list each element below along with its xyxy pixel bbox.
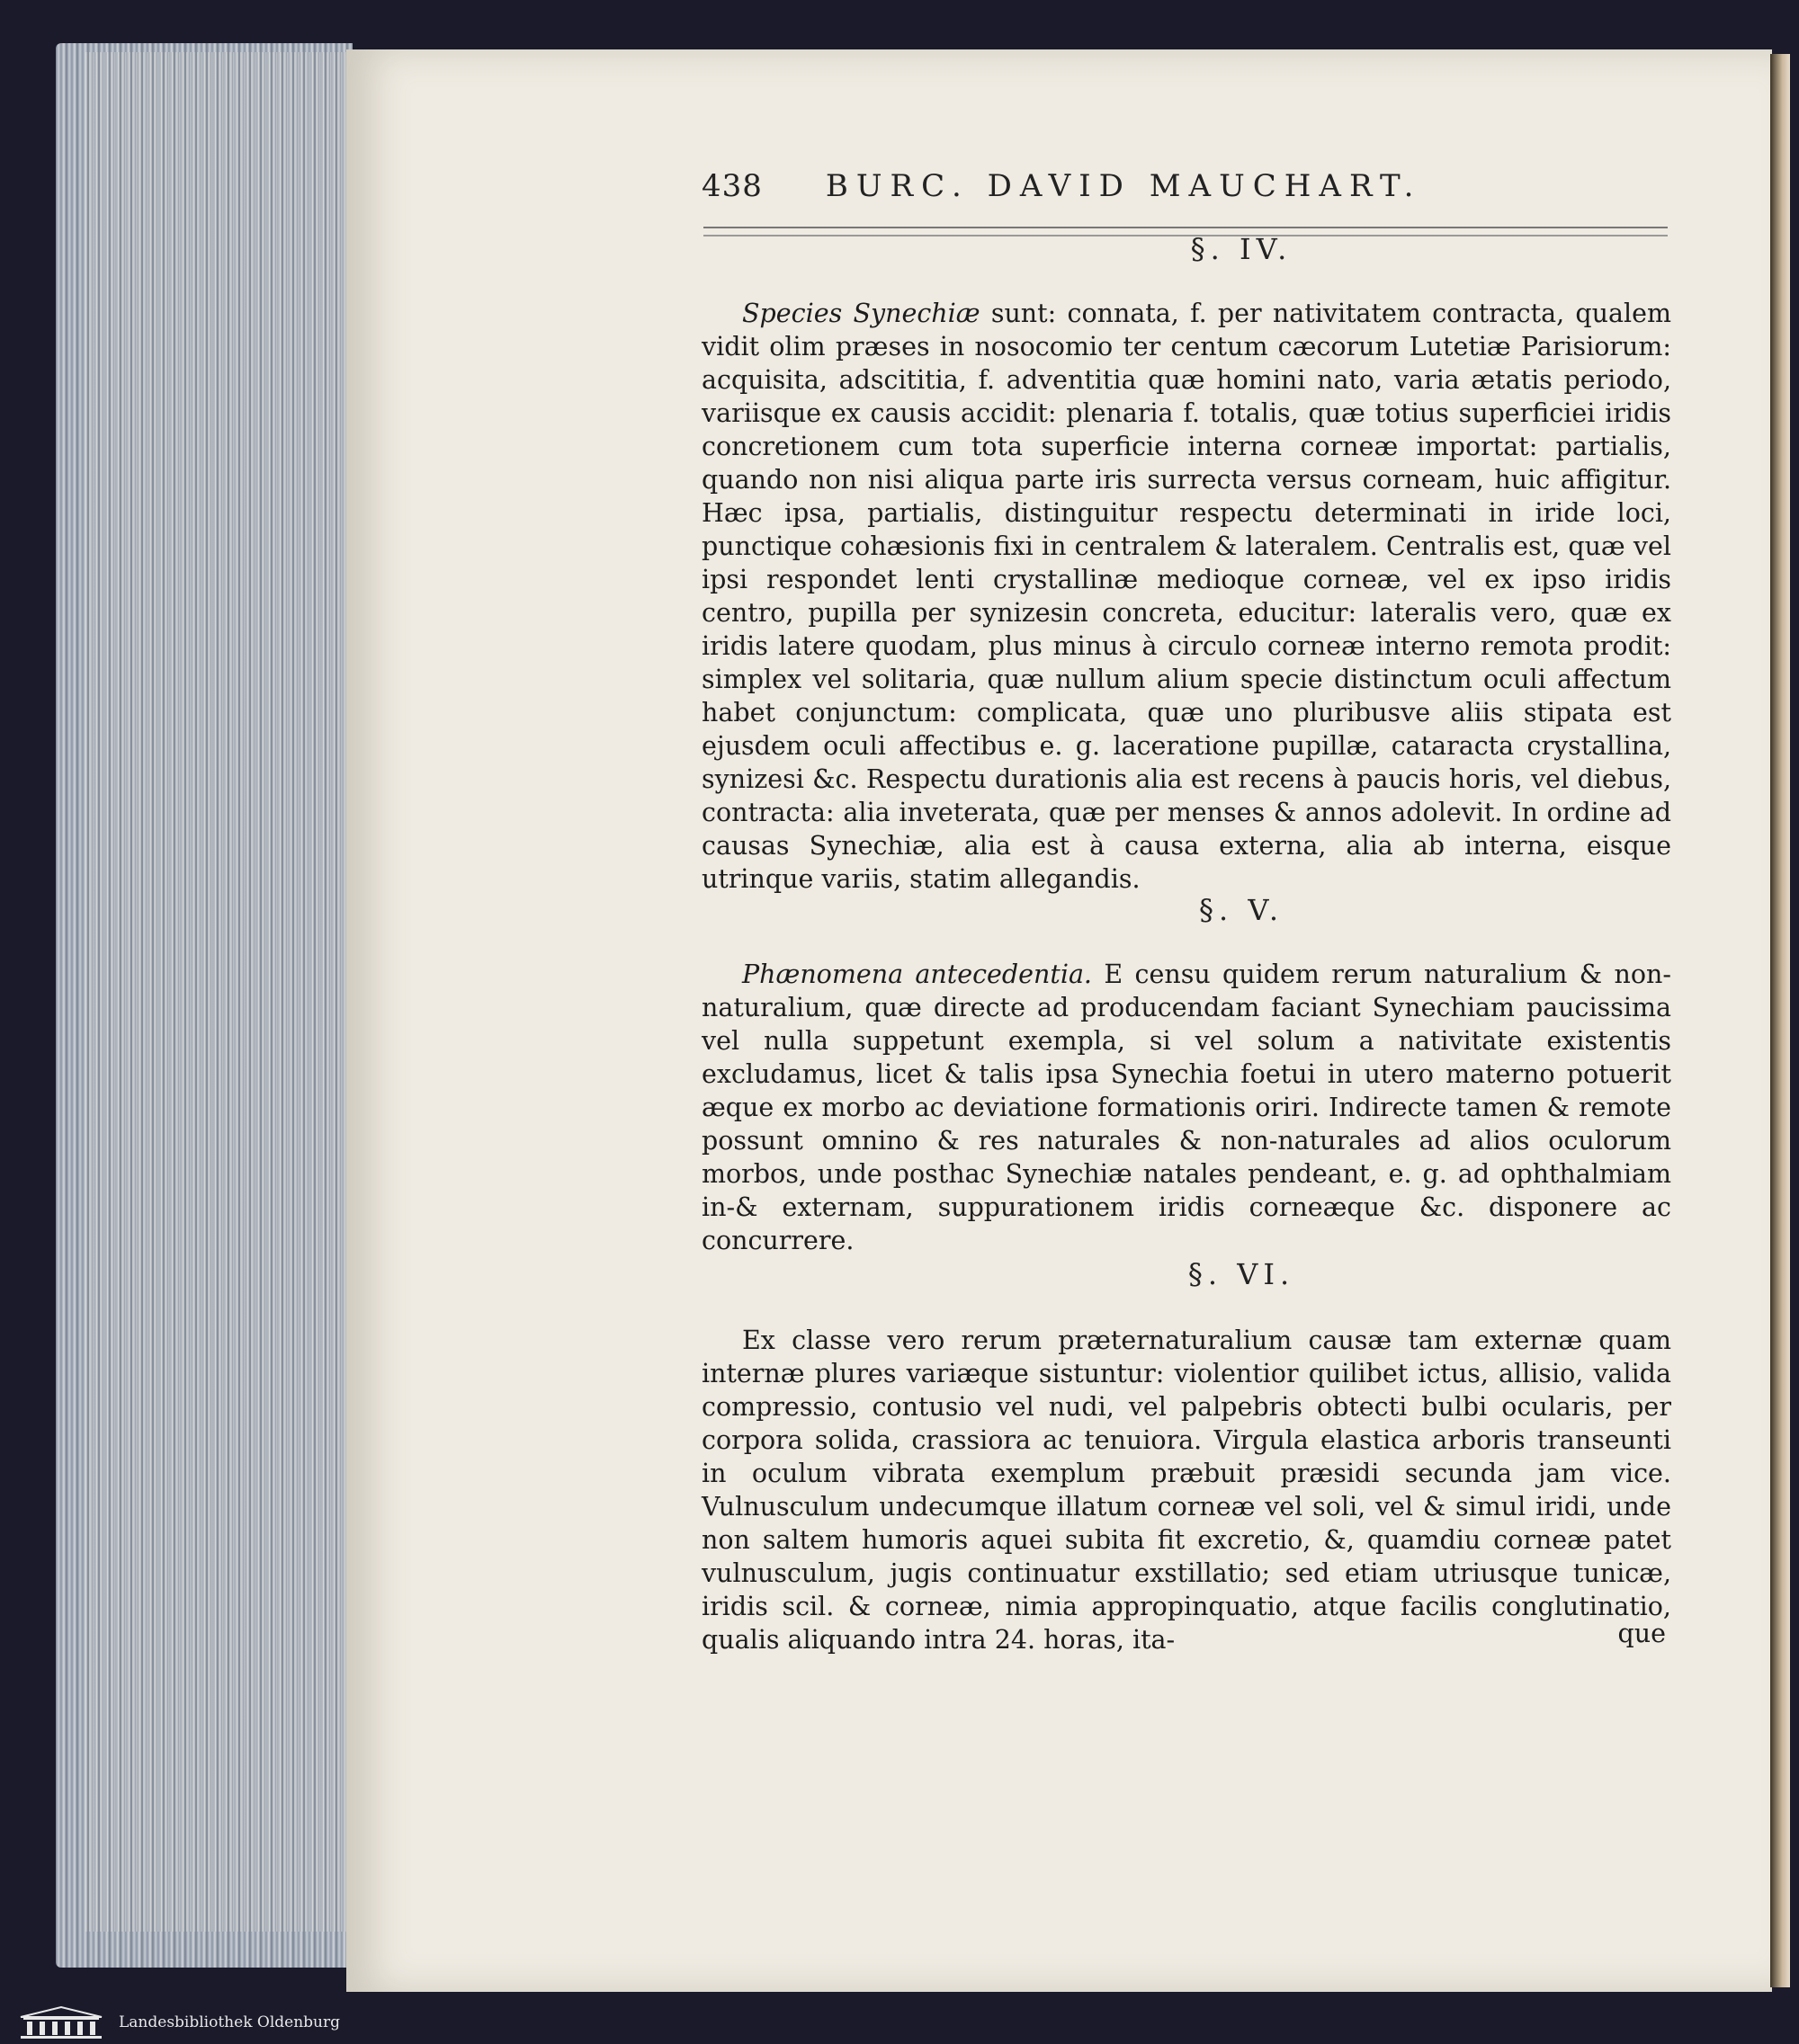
section-v-lead: Phænomena antecedentia. xyxy=(742,960,1092,989)
page-edge-highlight xyxy=(85,52,346,1932)
section-title-vi: §. VI. xyxy=(1187,1257,1295,1291)
section-vi-text: Ex classe vero rerum præternaturalium causæ tam externæ quam internæ plures variæque sistuntur: violentior quilibet ictus, allisio, valida compressio, contusio vel nudi, vel palpebris obtecti bulbi ocularis, per corpora solida, crassiora ac tenuiora. Virgula elastica arboris transeunti in oculum vibrata exemplum præbuit præsidi secunda jam vice. Vulnusculum undecumque illatum corneæ vel soli, vel & simul iridi, unde non saltem humoris aquei subita fit excretio, &, quamdiu corneæ patet vulnusculum, jugis continuatur exstillatio; sed etiam utriusque tunicæ, iridis scil. & corneæ, nimia appropinquatio, atque facilis conglutinatio, qualis aliquando intra 24. horas, ita- xyxy=(702,1325,1671,1655)
catchword: que xyxy=(1617,1619,1666,1648)
page-number: 438 xyxy=(702,168,763,204)
section-title-iv: §. IV. xyxy=(1190,232,1293,266)
section-iv-lead: Species Synechiæ xyxy=(742,299,980,328)
facing-page-edge xyxy=(1770,54,1790,1987)
running-header xyxy=(702,168,1520,204)
running-title: BURC. DAVID MAUCHART. xyxy=(825,168,1422,204)
section-v-paragraph xyxy=(702,958,1671,1257)
library-building-icon xyxy=(16,2004,106,2040)
footer-bar xyxy=(0,2001,1799,2044)
section-iv-text: sunt: connata, f. per nativitatem contracta, qualem vidit olim præses in nosocomio ter centum cæcorum Lutetiæ Parisiorum: acquisita, adscititia, f. adventitia quæ homini nato, varia ætatis periodo, variisque ex causis accidit: plenaria f. totalis, quæ totius superficiei iridis concretionem cum tota superficie interna corneæ importat: partialis, quando non nisi aliqua parte iris surrecta versus corneam, huic affigitur. Hæc ipsa, partialis, distinguitur respectu determinati in iride loci, punctique cohæsionis fixi in centralem & lateralem. Centralis est, quæ vel ipsi respondet lenti crystallinæ medioque corneæ, vel ex ipso iridis centro, pupilla per synizesin concreta, educitur: lateralis vero, quæ ex iridis latere quodam, plus minus à circulo corneæ interno remota prodit: simplex vel solitaria, quæ nullum alium specie distinctum oculi affectum habet conjunctum: complicata, quæ uno pluribusve aliis stipata est ejusdem oculi affectibus e. g. laceratione pupillæ, cataracta crystallina, synizesi &c. Respectu durationis alia est recens à paucis horis, vel diebus, contracta: alia inveterata, quæ per menses & annos adolevit. In ordine ad causas Synechiæ, alia est à causa externa, alia ab interna, eisque utrinque variis, statim allegandis. xyxy=(702,299,1671,894)
section-v-text: E censu quidem rerum naturalium & non-naturalium, quæ directe ad producendam faciant Synechiam paucissima vel nulla suppetunt exempla, si vel solum a nativitate existentis excludamus, licet & talis ipsa Synechia foetui in utero materno potuerit æque ex morbo ac deviatione formationis oriri. Indirecte tamen & remote possunt omnino & res naturales & non-naturales ad alios oculorum morbos, unde posthac Synechiæ natales pendeant, e. g. ad ophthalmiam in-& externam, suppurationem iridis corneæque &c. disponere ac concurrere. xyxy=(702,960,1671,1255)
section-vi-paragraph xyxy=(702,1324,1671,1656)
section-title-v: §. V. xyxy=(1198,893,1284,927)
section-iv-paragraph xyxy=(702,297,1671,896)
library-name: Landesbibliothek Oldenburg xyxy=(119,2013,341,2031)
